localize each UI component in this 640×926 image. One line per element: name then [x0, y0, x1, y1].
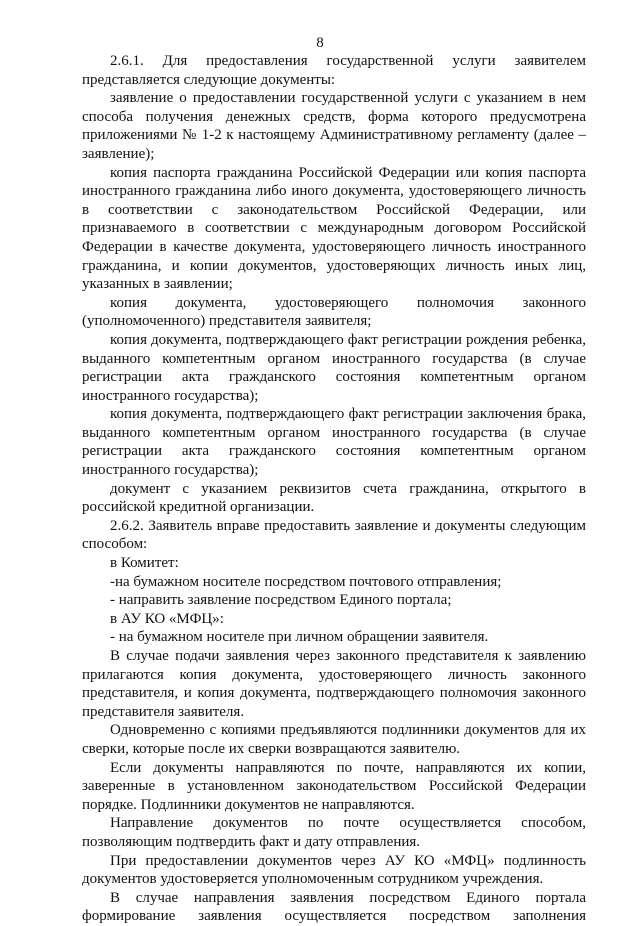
- paragraph-to-mfc: в АУ КО «МФЦ»:: [110, 610, 224, 627]
- paragraph-originals: Одновременно с копиями предъявляются подлинники документов для их сверки, которые после их сверки возвращаются заявителю.: [82, 722, 586, 757]
- paragraph-2-6-1: 2.6.1. Для предоставления государственной услуги заявителем представляется следующие документы:: [82, 53, 586, 88]
- paragraph-2-6-2: 2.6.2. Заявитель вправе предоставить заявление и документы следующим способом:: [82, 517, 586, 553]
- paragraph-postal: -на бумажном носителе посредством почтового отправления;: [110, 573, 502, 590]
- paragraph-representative-authority: копия документа, удостоверяющего полномочия законного (уполномоченного) представителя заявителя;: [82, 294, 586, 330]
- paragraph-mfc-authenticity: При предоставлении документов через АУ КО «МФЦ» подлинность документов удостоверяется уполномоченным сотрудником учреждения.: [82, 852, 586, 888]
- page-number: 8: [316, 35, 324, 51]
- paragraph-portal: - направить заявление посредством Единого портала;: [110, 592, 452, 609]
- paragraph-to-committee: в Комитет:: [110, 555, 179, 572]
- paragraph-application: заявление о предоставлении государственной услуги с указанием в нем способа получения денежных средств, форма которого предусмотрена приложениями № 1-2 к настоящему Административному регламенту (далее – заявление);: [82, 90, 586, 162]
- paragraph-in-person: - на бумажном носителе при личном обращении заявителя.: [110, 629, 489, 646]
- paragraph-birth-registration: копия документа, подтверждающего факт регистрации рождения ребенка, выданного компетентным органом иностранного государства (в случае регистрации акта гражданского состояния компетентным органом иностранного государства);: [82, 331, 586, 404]
- paragraph-legal-representative: В случае подачи заявления через законного представителя к заявлению прилагаются копия документа, удостоверяющего личность законного представителя, и копия документа, подтверждающего полномочия законного представителя заявителя.: [82, 648, 586, 720]
- paragraph-portal-form: В случае направления заявления посредством Единого портала формирование заявления осуществляется посредством заполнения: [82, 889, 586, 925]
- paragraph-marriage-registration: копия документа, подтверждающего факт регистрации заключения брака, выданного компетентным органом иностранного государства (в случае регистрации акта гражданского состояния компетентным органом иностранного государства);: [82, 406, 586, 479]
- paragraph-by-mail: Если документы направляются по почте, направляются их копии, заверенные в установленном законодательством Российской Федерации порядке. Подлинники документов не направляются.: [82, 759, 586, 813]
- document-body: [82, 52, 586, 926]
- paragraph-bank-account: документ с указанием реквизитов счета гражданина, открытого в российской кредитной организации.: [82, 480, 586, 516]
- paragraph-passport-copy: копия паспорта гражданина Российской Федерации или копия паспорта иностранного гражданина либо иного документа, удостоверяющего личность в соответствии с законодательством Российской Федерации, или признаваемого в соответствии с международным договором Российской Федерации в качестве документа, удостоверяющего личность иностранного гражданина, и копии документов, удостоверяющих личность иных лиц, указанных в заявлении;: [82, 164, 586, 293]
- paragraph-mail-method: Направление документов по почте осуществляется способом, позволяющим подтвердить факт и дату отправления.: [82, 815, 586, 850]
